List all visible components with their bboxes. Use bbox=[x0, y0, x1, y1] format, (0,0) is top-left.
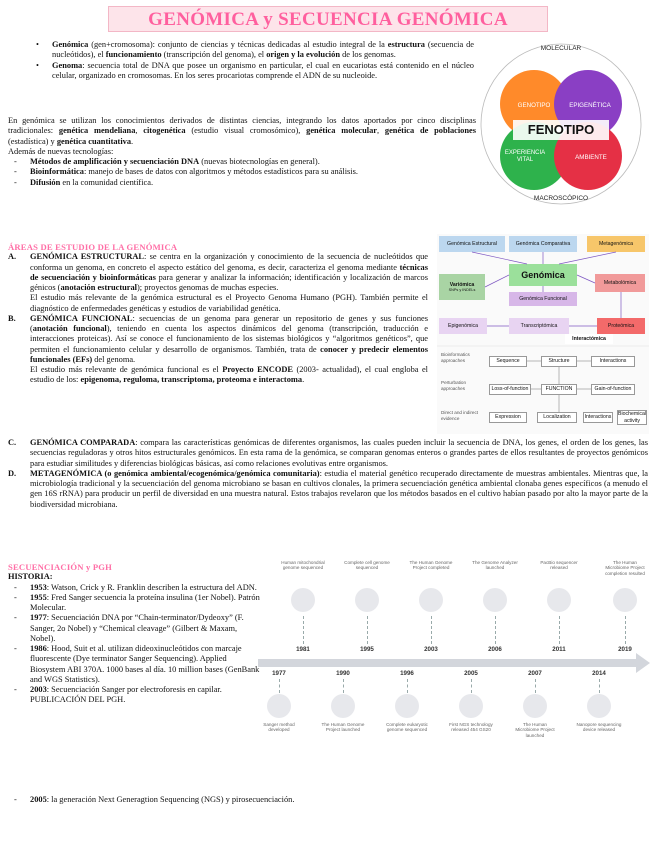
row-perturbation-label: Perturbation approaches bbox=[441, 380, 467, 391]
box-comparativa: Genómica Comparativa bbox=[509, 236, 577, 252]
experiencia-label: EXPERIENCIA VITAL bbox=[504, 150, 546, 164]
timeline-bottom-label: Sanger method developed bbox=[263, 722, 295, 733]
timeline-year: 1977 bbox=[272, 670, 286, 677]
timeline-year: 1995 bbox=[360, 646, 374, 653]
box-interactions: Interactions bbox=[591, 356, 635, 367]
timeline-icon bbox=[587, 694, 611, 718]
area-d: D. METAGENÓMICA (o genómica ambiental/ecogenómica/genómica comunitaria): estudia el material genético recuperado directamente de muestras ambientales. Mientras que, la microbiología tradicional y la secuenciación del genoma microbiano se basan en cultivos clonales, la primera secuenciación genética ambiental clonaba genes específicos (a menudo el gen 16S rRNA) para producir un perfil de diversidad en una muestra natural. Estos trabajos revelaron que los métodos basados en el cultivo habían pasado por alto la mayor parte de la biodiversidad microbiana. bbox=[8, 468, 649, 509]
macro-label: MACROSCÓPICO bbox=[533, 195, 589, 202]
intro-section bbox=[30, 40, 474, 81]
timeline-year: 1981 bbox=[296, 646, 310, 653]
epigenetica-label: EPIGENÉTICA bbox=[569, 102, 611, 109]
timeline-bottom-label: Nanopore sequencing device released bbox=[576, 722, 622, 733]
box-funcional: Genómica Funcional bbox=[509, 292, 577, 306]
timeline-icon bbox=[613, 588, 637, 612]
history-item: - 2003: Secuenciación Sanger por electroforesis en capilar. PUBLICACIÓN DEL PGH. bbox=[8, 685, 260, 706]
areas-section bbox=[8, 242, 428, 386]
timeline-connector bbox=[279, 679, 280, 693]
timeline-connector bbox=[471, 679, 472, 693]
history-item: - 1955: Fred Sanger secuencia la proteína insulina (1er Nobel). Patrón Molecular. bbox=[8, 593, 260, 614]
area-c: C. GENÓMICA COMPARADA: compara las características genómicas de diferentes organismos, las cuales pueden incluir la secuencia de DNA, los genes, el orden de los genes, las secuencias reguladoras y otros hitos estructurales genómicos. En esta rama de la genómica, se comparan genomas enteros o grandes partes de ellos resultantes de proyectos genómicos para estudiar similitudes y diferencias biológicas básicas, así como relaciones evolutivas entre organismos. bbox=[8, 438, 648, 468]
timeline-connector bbox=[367, 616, 368, 644]
disciplines-paragraph: En genómica se utilizan los conocimientos derivados de distintas ciencias, integrando los datos aportados por cinco disciplinas tradicionales: genética mendeliana, citogenética (estudio visual cromosómico), genética molecular, genética de poblaciones (estadística) y genética cuantitativa. bbox=[8, 116, 477, 146]
box-transcriptomica: Transcriptómica bbox=[509, 318, 569, 334]
tech-item: - Difusión en la comunidad científica. bbox=[8, 178, 476, 188]
timeline-bottom-label: First NGS technology released 454 GS20 bbox=[449, 722, 493, 733]
genomica-diagram bbox=[437, 234, 649, 434]
timeline-icon bbox=[419, 588, 443, 612]
historia-label: HISTORIA: bbox=[8, 572, 53, 582]
box-gain: Gain-of-function bbox=[591, 384, 635, 395]
ambiente-label: AMBIENTE bbox=[575, 154, 607, 161]
timeline-connector bbox=[431, 616, 432, 644]
timeline-icon bbox=[483, 588, 507, 612]
pgh-heading: SECUENCIACIÓN y PGH bbox=[8, 562, 113, 572]
intro-bullet-genoma: • Genoma: secuencia total de DNA que posee un organismo en particular, el cual en eucariotas está contenido en el núcleo celular, organizado en cromosomas. En los seres procariotas comprende el ADN de su nucleoide. bbox=[30, 61, 474, 82]
box-metagenomica: Metagenómica bbox=[587, 236, 645, 252]
timeline-icon bbox=[331, 694, 355, 718]
box-proteomica: Proteómica bbox=[597, 318, 645, 334]
history-item: - 1986: Hood, Suit et al. utilizan dideoxinucleótidos con marcaje fluorescente (Dye terminator Sanger Sequencing). Applied Biosystem ABI 370A. 1000 bases al día. 10 million bases (GenBank and WGS Statistics). bbox=[8, 644, 260, 685]
box-sequence: Sequence bbox=[489, 356, 527, 367]
timeline-icon bbox=[547, 588, 571, 612]
sequencing-timeline bbox=[258, 558, 650, 754]
timeline-year: 1996 bbox=[400, 670, 414, 677]
timeline-year: 2011 bbox=[552, 646, 566, 653]
genotipo-label: GENOTIPO bbox=[517, 102, 551, 109]
timeline-year: 2006 bbox=[488, 646, 502, 653]
history-item: - 1953: Watson, Crick y R. Franklin describen la estructura del ADN. bbox=[8, 583, 260, 593]
title-banner bbox=[108, 6, 548, 32]
timeline-year: 1990 bbox=[336, 670, 350, 677]
area-a: A. GENÓMICA ESTRUCTURAL: se centra en la organización y conocimiento de la secuencia de nucleótidos que conforma un genoma, en concreto el aspecto estático del genoma, es decir, caracteriza el genoma mediante técnicas de secuenciación y bioinformáticas para generar y analizar la información; identificación y localización de marcos génicos (anotación estructural); proyectos genomas de muchas especies. El estudio más relevante de la genómica estructural es el Proyecto Genoma Humano (PGH). También permite el diagnóstico de enfermedades genéticas y estudios de variabilidad genética. bbox=[8, 252, 428, 313]
timeline-bottom-label: The Human Microbiome Project launched bbox=[515, 722, 555, 738]
pgh-last bbox=[8, 795, 648, 805]
box-structure: Structure bbox=[541, 356, 577, 367]
timeline-icon bbox=[523, 694, 547, 718]
timeline-top-label: The Human Genome Project completed bbox=[409, 560, 453, 571]
areas-heading: ÁREAS DE ESTUDIO DE LA GENÓMICA bbox=[8, 242, 178, 252]
timeline-top-label: Complete cell genome sequenced bbox=[344, 560, 390, 571]
row-evidence-label: Direct and indirect evidence bbox=[441, 410, 479, 421]
intro-bullet-genomica: • Genómica (gen+cromosoma): conjunto de ciencias y técnicas dedicadas al estudio integral de la estructura (secuencia de nucleótidos), el funcionamiento (transcripción del genoma), el origen y la evolución de los genomas. bbox=[30, 40, 474, 61]
tech-item: - Bioinformática: manejo de bases de datos con algoritmos y métodos estadísticos para su análisis. bbox=[8, 167, 476, 177]
box-biochem: Biochemical activity bbox=[618, 411, 646, 424]
page-title: GENÓMICA y SECUENCIA GENÓMICA bbox=[148, 9, 508, 30]
history-item: - 2005: la generación Next Generagtion Sequencing (NGS) y pirosecuenciación. bbox=[8, 795, 648, 805]
row-bioinformatics-label: Bioinformatics approaches bbox=[441, 352, 470, 363]
timeline-connector bbox=[599, 679, 600, 693]
timeline-connector bbox=[343, 679, 344, 693]
box-loss: Loss-of-function bbox=[489, 384, 531, 395]
timeline-connector bbox=[535, 679, 536, 693]
timeline-icon bbox=[267, 694, 291, 718]
box-estructural: Genómica Estructural bbox=[439, 236, 505, 252]
box-expression: Expression bbox=[489, 412, 527, 423]
timeline-icon bbox=[459, 694, 483, 718]
timeline-connector bbox=[559, 616, 560, 644]
box-variomica: Variómica SNPs y INDELs bbox=[439, 274, 485, 300]
box-localization: Localization bbox=[537, 412, 577, 423]
fenotipo-diagram bbox=[478, 38, 644, 208]
timeline-year: 2014 bbox=[592, 670, 606, 677]
timeline-top-label: PacBio sequencer released bbox=[540, 560, 578, 571]
timeline-top-label: The Genome Analyzer launched bbox=[472, 560, 518, 571]
molecular-label: MOLECULAR bbox=[540, 45, 582, 52]
timeline-year: 2003 bbox=[424, 646, 438, 653]
box-function: FUNCTION bbox=[541, 384, 577, 395]
box-metabolomica: Metabolómica bbox=[595, 274, 645, 292]
box-interactions-2: Interactions bbox=[583, 412, 613, 423]
timeline-top-label: Human mitochondrial genome sequenced bbox=[281, 560, 325, 571]
timeline-icon bbox=[291, 588, 315, 612]
box-interactomica: Interactómica bbox=[565, 334, 613, 344]
new-tech-line: Además de nuevas tecnologías: bbox=[8, 146, 114, 156]
area-b: B. GENÓMICA FUNCIONAL: secuencias de un genoma para generar un repositorio de genes y sus funciones (anotación funcional), teniendo en cuenta los aspectos dinámicos del genoma (transcripción, traducción e interacciones proteicas). Así se conoce el funcionamiento de los sistemas biológicos y “algoritmos genéticos”, que permiten el funcionamiento celular y desarrollo de organismos. También, trata de conocer y predecir elementos funcionales (EFs) del genoma. El estudio más relevante de genómica funcional es el Proyecto ENCODE (2003- actualidad), el cual engloba el estudio de los: epigenoma, reguloma, transcriptoma, proteoma e interactoma. bbox=[8, 313, 429, 385]
fenotipo-label: FENOTIPO bbox=[527, 122, 595, 137]
pgh-section bbox=[8, 562, 260, 706]
timeline-year: 2007 bbox=[528, 670, 542, 677]
timeline-top-label: The Human Microbiome Project completion resulted bbox=[605, 560, 645, 576]
timeline-connector bbox=[495, 616, 496, 644]
timeline-connector bbox=[407, 679, 408, 693]
tech-item: - Métodos de amplificación y secuenciación DNA (nuevas biotecnologías en general). bbox=[8, 157, 476, 167]
timeline-bottom-label: The Human Genome Project launched bbox=[321, 722, 365, 733]
timeline-icon bbox=[395, 694, 419, 718]
intro-paragraph bbox=[8, 116, 476, 188]
timeline-connector bbox=[303, 616, 304, 644]
timeline-year: 2019 bbox=[618, 646, 632, 653]
box-epigenomica: Epigenómica bbox=[439, 318, 487, 334]
areas-section-wide bbox=[8, 438, 648, 510]
workflow-arrows bbox=[437, 234, 649, 434]
history-item: - 1977: Secuenciación DNA por “Chain-terminator/Dydeoxy” (F. Sanger, 2o Nobel) y “Chemical cleavage” (Gilbert & Maxam, Nobel). bbox=[8, 613, 260, 644]
timeline-icon bbox=[355, 588, 379, 612]
box-genomica: Genómica bbox=[509, 264, 577, 286]
timeline-connector bbox=[625, 616, 626, 644]
timeline-bottom-label: Complete eukaryotic genome sequenced bbox=[386, 722, 428, 733]
timeline-year: 2005 bbox=[464, 670, 478, 677]
